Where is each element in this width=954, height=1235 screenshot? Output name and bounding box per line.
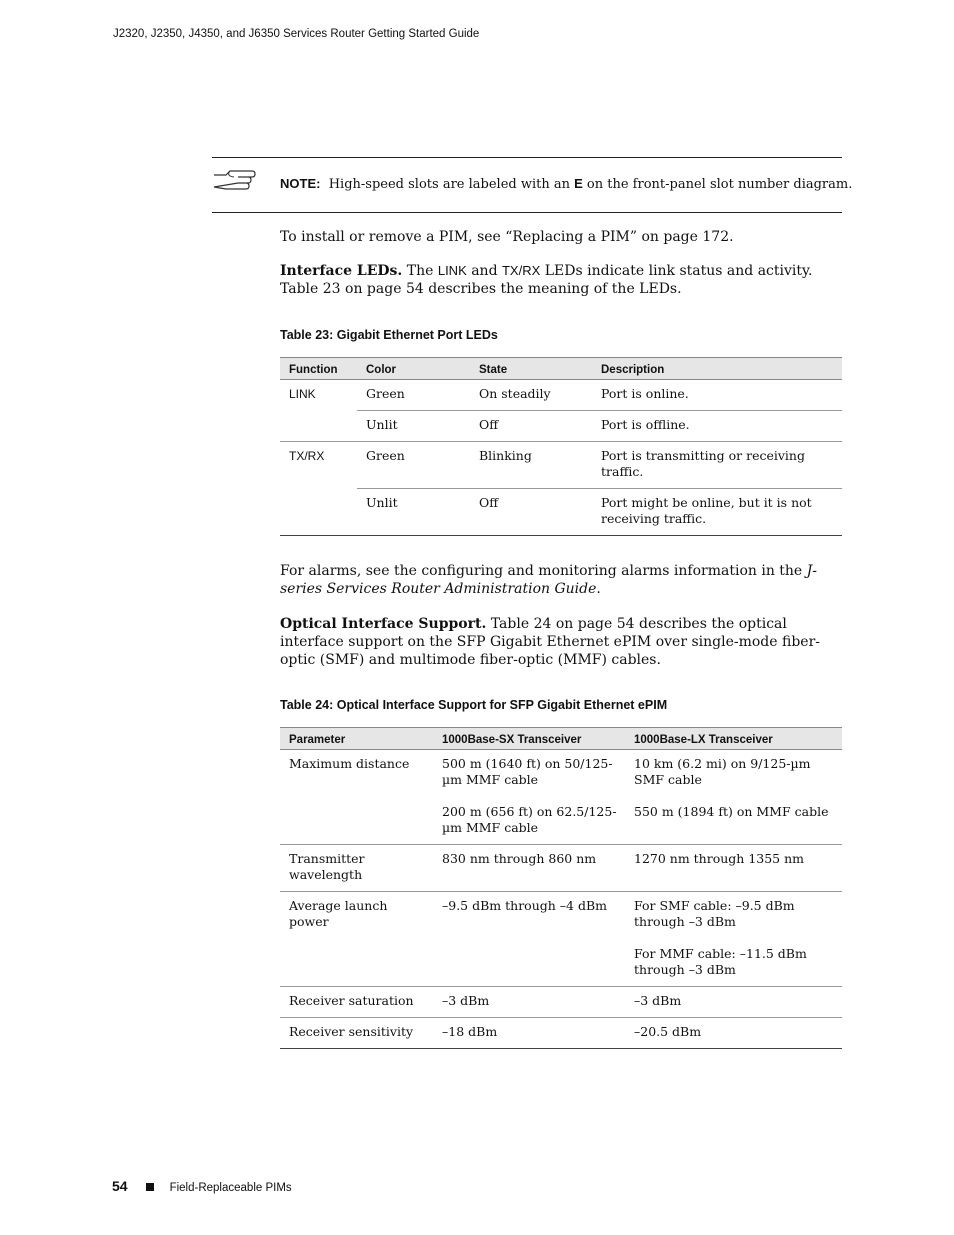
table23-caption: Table 23: Gigabit Ethernet Port LEDs bbox=[280, 328, 498, 342]
table-row bbox=[280, 845, 842, 892]
cell-lx-line: For MMF cable: –11.5 dBm through –3 dBm bbox=[634, 946, 807, 977]
table-row bbox=[280, 489, 842, 536]
table-row bbox=[280, 987, 842, 1018]
header-description: Description bbox=[592, 358, 842, 380]
note-text-after: on the front-panel slot number diagram. bbox=[582, 177, 853, 192]
note-text-before: High-speed slots are labeled with an bbox=[328, 177, 575, 192]
header-function: Function bbox=[280, 358, 357, 380]
alarms-end: . bbox=[596, 581, 601, 597]
cell-state: On steadily bbox=[479, 386, 551, 401]
square-bullet-icon bbox=[146, 1183, 154, 1191]
cell-color: Green bbox=[366, 386, 405, 401]
header-color: Color bbox=[357, 358, 470, 380]
cell-description: Port might be online, but it is not receiving traffic. bbox=[592, 489, 842, 536]
header-parameter: Parameter bbox=[280, 728, 433, 750]
table-row bbox=[280, 411, 842, 442]
txrx-label: TX/RX bbox=[501, 263, 541, 278]
cell-parameter: Average launch power bbox=[280, 892, 433, 987]
header-state: State bbox=[470, 358, 592, 380]
cell-lx: 1270 nm through 1355 nm bbox=[625, 845, 842, 892]
cell-lx-line: 550 m (1894 ft) on MMF cable bbox=[634, 804, 829, 819]
cell-lx-line: For SMF cable: –9.5 dBm through –3 dBm bbox=[634, 898, 795, 929]
cell-function bbox=[280, 411, 357, 442]
cell-sx-line: 200 m (656 ft) on 62.5/125-µm MMF cable bbox=[442, 804, 617, 835]
cell-lx bbox=[625, 750, 842, 845]
table-row bbox=[280, 380, 842, 411]
page-number: 54 bbox=[112, 1178, 128, 1194]
cell-sx: –9.5 dBm through –4 dBm bbox=[433, 892, 625, 987]
cell-parameter: Transmitter wavelength bbox=[280, 845, 433, 892]
cell-lx: –20.5 dBm bbox=[625, 1018, 842, 1049]
cell-color: Green bbox=[357, 442, 470, 489]
table24 bbox=[280, 727, 842, 1049]
cell-color: Unlit bbox=[357, 411, 470, 442]
page-footer bbox=[112, 1178, 292, 1194]
alarms-text: For alarms, see the configuring and monitoring alarms information in the bbox=[280, 563, 807, 579]
table-header-row bbox=[280, 358, 842, 380]
install-paragraph: To install or remove a PIM, see “Replacing a PIM” on page 172. bbox=[280, 229, 734, 245]
cell-sx: –3 dBm bbox=[433, 987, 625, 1018]
optical-text: Table 24 on page 54 describes the optical interface support on the SFP Gigabit Ethernet ePIM over single-mode fiber-optic (SMF) and multimode fiber-optic (MMF) cables. bbox=[280, 616, 821, 668]
cell-sx bbox=[433, 750, 625, 845]
table24-caption: Table 24: Optical Interface Support for SFP Gigabit Ethernet ePIM bbox=[280, 698, 668, 712]
cell-lx bbox=[625, 892, 842, 987]
note-text bbox=[280, 176, 852, 192]
leds-text-2: and bbox=[466, 263, 502, 279]
alarms-paragraph bbox=[280, 562, 840, 598]
cell-state: Off bbox=[470, 489, 592, 536]
table-row bbox=[280, 750, 842, 845]
note-label: NOTE: bbox=[280, 176, 321, 191]
cell-function: TX/RX bbox=[280, 442, 357, 489]
admin-guide-title: J-series Services Router Administration Guide bbox=[280, 563, 818, 597]
cell-description: Port is offline. bbox=[592, 411, 842, 442]
cell-parameter: Receiver sensitivity bbox=[280, 1018, 433, 1049]
cell-sx: –18 dBm bbox=[433, 1018, 625, 1049]
header-lx: 1000Base-LX Transceiver bbox=[625, 728, 842, 750]
cell-state: Off bbox=[470, 411, 592, 442]
cell-function bbox=[280, 489, 357, 536]
link-label: LINK bbox=[437, 263, 467, 278]
cell-parameter: Maximum distance bbox=[289, 756, 410, 771]
leds-lead: Interface LEDs. bbox=[280, 263, 403, 279]
table23 bbox=[280, 357, 842, 536]
footer-section: Field-Replaceable PIMs bbox=[169, 1182, 292, 1194]
cell-color: Unlit bbox=[357, 489, 470, 536]
cell-sx-line: 500 m (1640 ft) on 50/125-µm MMF cable bbox=[442, 756, 613, 787]
table-row bbox=[280, 1018, 842, 1049]
cell-sx: 830 nm through 860 nm bbox=[433, 845, 625, 892]
cell-lx-line: 10 km (6.2 mi) on 9/125-µm SMF cable bbox=[634, 756, 811, 787]
running-header: J2320, J2350, J4350, and J6350 Services Router Getting Started Guide bbox=[113, 28, 480, 40]
table-row bbox=[280, 892, 842, 987]
cell-description: Port is transmitting or receiving traffic. bbox=[592, 442, 842, 489]
cell-description: Port is online. bbox=[601, 386, 689, 401]
note-emphasis: E bbox=[574, 176, 583, 191]
pointing-hand-icon bbox=[212, 167, 256, 191]
leds-text-3: LEDs indicate link status and activity. Table 23 on page 54 describes the meaning of the LEDs. bbox=[280, 263, 813, 297]
table-row bbox=[280, 442, 842, 489]
optical-lead: Optical Interface Support. bbox=[280, 616, 487, 632]
optical-paragraph bbox=[280, 615, 840, 669]
header-sx: 1000Base-SX Transceiver bbox=[433, 728, 625, 750]
cell-state: Blinking bbox=[470, 442, 592, 489]
leds-paragraph bbox=[280, 262, 840, 298]
table-header-row bbox=[280, 728, 842, 750]
note-box bbox=[212, 157, 853, 213]
leds-text-1: The bbox=[402, 263, 438, 279]
cell-function: LINK bbox=[289, 387, 316, 401]
cell-lx: –3 dBm bbox=[625, 987, 842, 1018]
cell-parameter: Receiver saturation bbox=[280, 987, 433, 1018]
